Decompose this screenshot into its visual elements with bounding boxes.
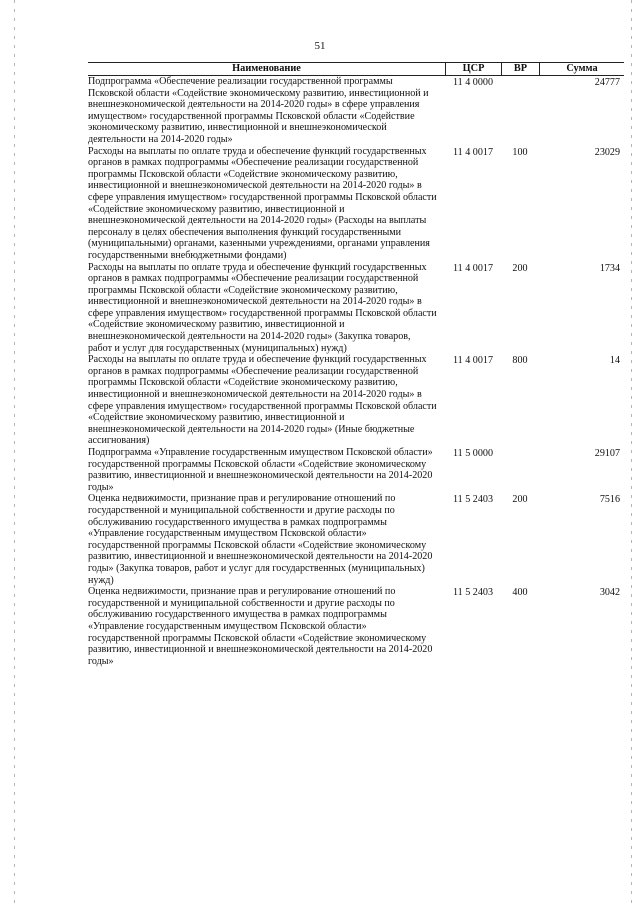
row-csr: 11 5 0000 <box>452 448 493 459</box>
row-sum: 1734 <box>599 262 620 274</box>
row-name: Расходы на выплаты по оплате труда и обеспечение функций государственных органов в рамках подпрограммы «Обеспечение реализации государственной программы Псковской области «Содействие экономическому развитию, инвестиционной и внешнеэкономической деятельности на 2014-2020 годы» в сфере управления имуществом» государственной программы Псковской области «Содействие экономическому развитию, инвестиционной и внешнеэкономической деятельности на 2014-2020 годы» (Расходы на выплаты персоналу в целях обеспечения выполнения функций государственными (муниципальными) органами, казенными учреждениями, органами управления государственными внебюджетными фондами) <box>88 145 437 261</box>
row-sum: 3042 <box>599 587 620 599</box>
row-sum: 14 <box>609 355 620 367</box>
row-name: Расходы на выплаты по оплате труда и обеспечение функций государственных органов в рамках подпрограммы «Обеспечение реализации государственной программы Псковской области «Содействие экономическому развитию, инвестиционной и внешнеэкономической деятельности на 2014-2020 годы» в сфере управления имуществом» государственной программы Псковской области «Содействие экономическому развитию, инвестиционной и внешнеэкономической деятельности на 2014-2020 годы» (Иные бюджетные ассигнования) <box>88 354 437 447</box>
row-name: Подпрограмма «Управление государственным имуществом Псковской области» государственной программы Псковской области «Содействие экономическому развитию, инвестиционной и внешнеэкономической деятельности на 2014-2020 годы» <box>88 447 433 493</box>
table-row <box>88 447 624 493</box>
header-name: Наименование <box>232 63 301 74</box>
table-row <box>88 354 624 447</box>
row-vr <box>501 76 539 146</box>
page-number: 51 <box>314 40 326 52</box>
row-csr: 11 5 2403 <box>452 494 493 506</box>
table-header <box>88 62 624 76</box>
row-sum: 7516 <box>599 494 620 506</box>
row-sum: 24777 <box>594 77 620 88</box>
budget-table <box>88 62 624 667</box>
row-csr: 11 4 0017 <box>452 146 493 158</box>
row-sum: 23029 <box>594 146 620 158</box>
row-vr: 100 <box>512 146 528 158</box>
header-csr: ЦСР <box>445 63 501 75</box>
row-name: Подпрограмма «Обеспечение реализации государственной программы Псковской области «Содействие экономическому развитию, инвестиционной и внешнеэкономической деятельности на 2014-2020 годы» в сфере управления имуществом» государственной программы Псковской области «Содействие экономическому развитию, инвестиционной и внешнеэкономической деятельности на 2014-2020 годы» <box>88 76 429 145</box>
scan-margin-line <box>631 0 632 905</box>
row-csr: 11 4 0017 <box>452 355 493 367</box>
table-row <box>88 146 624 262</box>
row-vr: 400 <box>512 587 528 599</box>
row-csr: 11 5 2403 <box>452 587 493 599</box>
row-name: Оценка недвижимости, признание прав и регулирование отношений по государственной и муниципальной собственности и другие расходы по обслуживанию государственного имущества в рамках подпрограммы «Управление государственным имуществом Псковской области» государственной программы Псковской области «Содействие экономическому развитию, инвестиционной и внешнеэкономической деятельности на 2014-2020 годы» (Закупка товаров, работ и услуг для государственных (муниципальных) нужд) <box>88 493 433 586</box>
row-name: Оценка недвижимости, признание прав и регулирование отношений по государственной и муниципальной собственности и другие расходы по обслуживанию государственного имущества в рамках подпрограммы «Управление государственным имуществом Псковской области» государственной программы Псковской области «Содействие экономическому развитию, инвестиционной и внешнеэкономической деятельности на 2014-2020 годы» <box>88 586 433 667</box>
row-csr: 11 4 0000 <box>452 77 493 88</box>
header-sum: Сумма <box>539 63 624 75</box>
table-row <box>88 586 624 667</box>
row-vr: 200 <box>512 262 528 274</box>
table-row <box>88 262 624 355</box>
table-row <box>88 493 624 586</box>
row-csr: 11 4 0017 <box>452 262 493 274</box>
row-vr: 200 <box>512 494 528 506</box>
header-vr: ВР <box>501 63 539 75</box>
row-sum: 29107 <box>594 448 620 459</box>
row-name: Расходы на выплаты по оплате труда и обеспечение функций государственных органов в рамках подпрограммы «Обеспечение реализации государственной программы Псковской области «Содействие экономическому развитию, инвестиционной и внешнеэкономической деятельности на 2014-2020 годы» в сфере управления имуществом» государственной программы Псковской области «Содействие экономическому развитию, инвестиционной и внешнеэкономической деятельности на 2014-2020 годы» (Закупка товаров, работ и услуг для государственных (муниципальных) нужд) <box>88 261 437 354</box>
scan-margin-line <box>14 0 15 905</box>
row-vr <box>501 447 539 493</box>
table-row <box>88 76 624 146</box>
row-vr: 800 <box>512 355 528 367</box>
